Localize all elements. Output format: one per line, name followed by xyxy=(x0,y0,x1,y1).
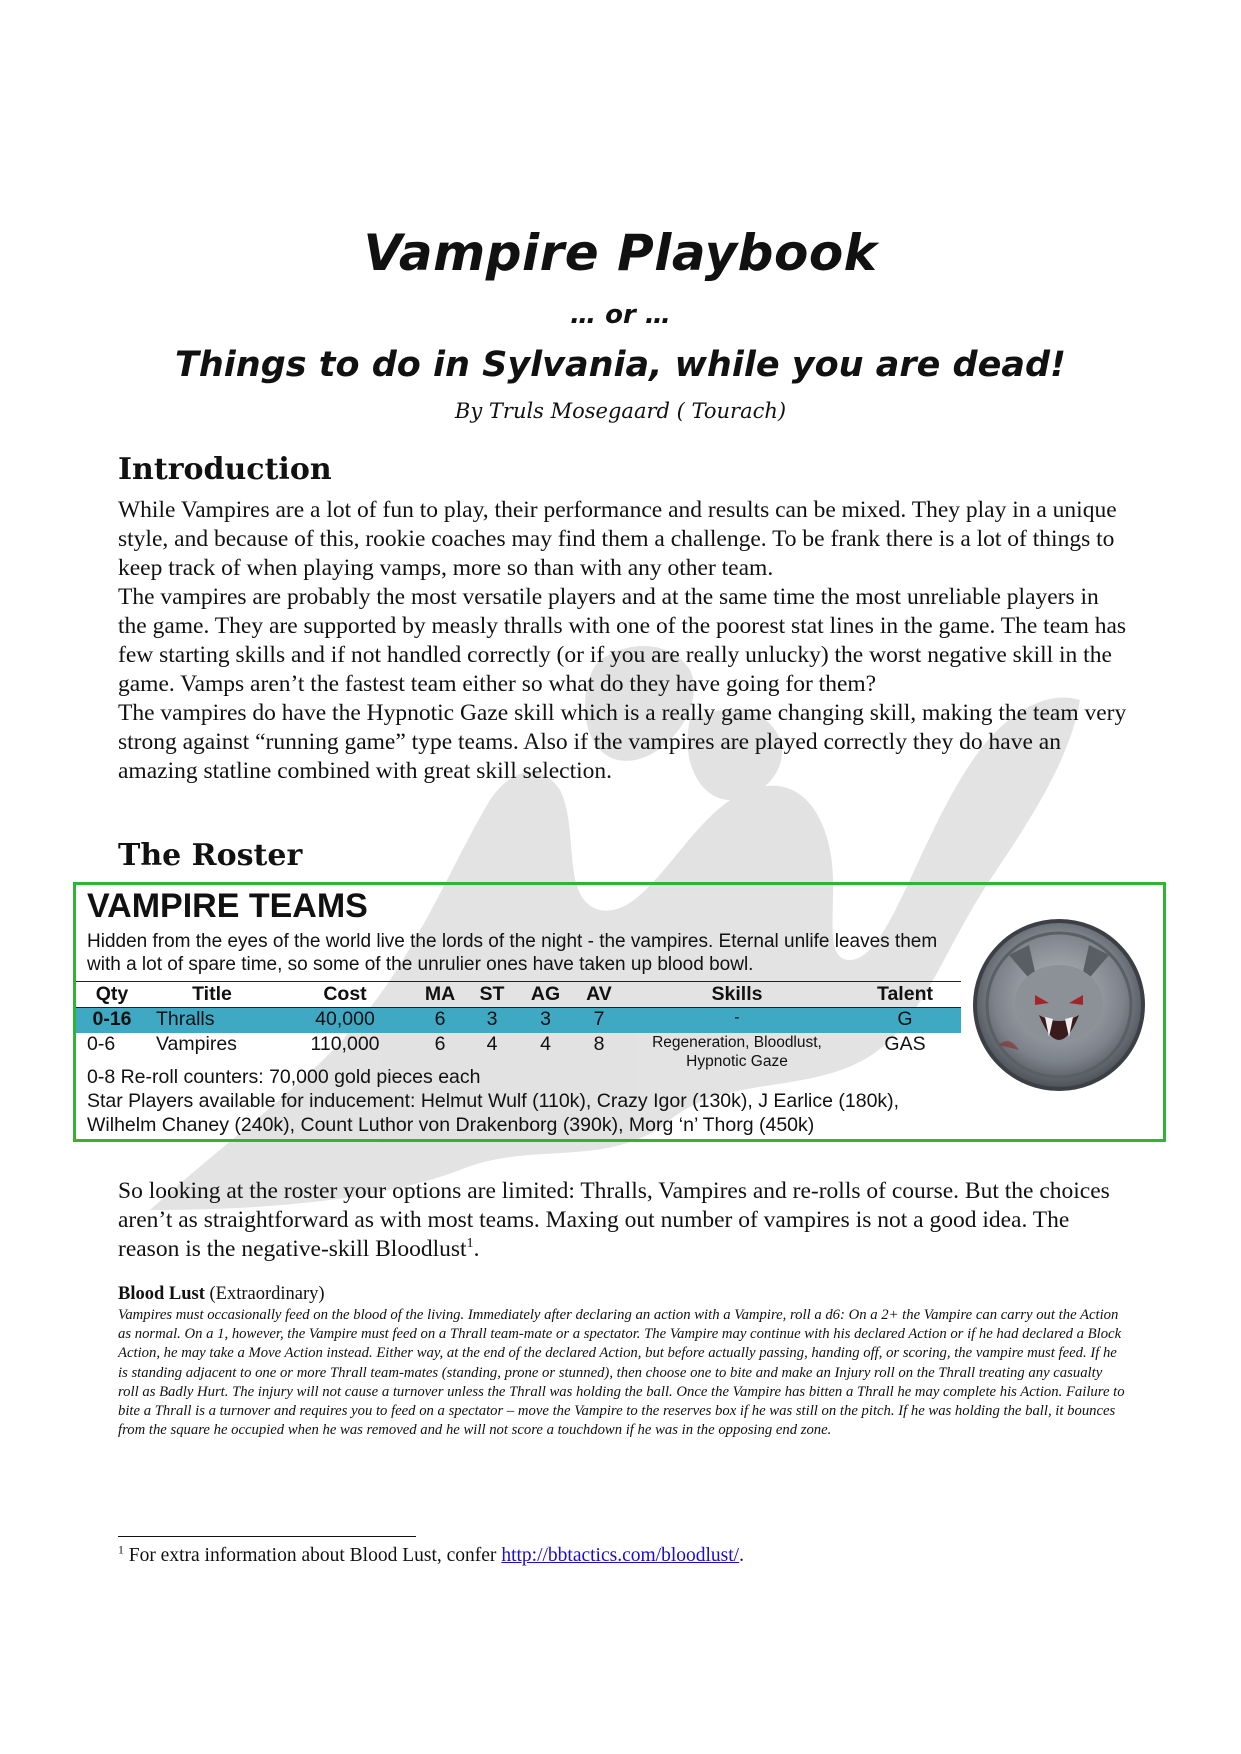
blood-lust-rule xyxy=(118,1283,1126,1440)
column-header-skills: Skills xyxy=(625,982,849,1008)
column-header-cost: Cost xyxy=(276,982,414,1008)
blood-lust-name: Blood Lust xyxy=(118,1284,205,1304)
column-header-av: AV xyxy=(573,982,625,1008)
vampire-team-roster-box xyxy=(73,882,1166,1142)
cell-av: 8 xyxy=(593,1033,605,1055)
footnote-number: 1 xyxy=(118,1543,124,1557)
roster-notes xyxy=(87,1065,967,1137)
intro-paragraph: The vampires are probably the most versatile players and at the same time the most unreliable players in the game. They are supported by measly thralls with one of the poorest stat lines in the game. The team has few starting skills and if not handled correctly (or if you are really unlucky) the worst negative skill in the game. Vamps aren’t the fastest team either so what do they have going for them? xyxy=(118,584,1127,697)
introduction-body xyxy=(118,496,1128,786)
cell-talent: G xyxy=(849,1008,961,1034)
cell-st: 3 xyxy=(466,1008,518,1034)
roster-table xyxy=(76,981,961,1071)
blood-lust-heading xyxy=(118,1283,1126,1305)
author-byline: By Truls Mosegaard ( Tourach) xyxy=(454,399,787,423)
intro-paragraph: The vampires do have the Hypnotic Gaze skill which is a really game changing skill, making the team very strong against “running game” type teams. Also if the vampires are played correctly they do have an amazing statline combined with great skill selection. xyxy=(118,700,1127,784)
column-header-st: ST xyxy=(466,982,518,1008)
introduction-heading: Introduction xyxy=(118,452,332,487)
roster-header-row xyxy=(76,982,961,1008)
column-header-ag: AG xyxy=(518,982,573,1008)
footnote xyxy=(118,1545,744,1567)
blood-lust-category: (Extraordinary) xyxy=(209,1284,325,1304)
cell-av: 7 xyxy=(573,1008,625,1034)
document-title: Vampire Playbook xyxy=(363,224,878,282)
blood-lust-text: Vampires must occasionally feed on the blood of the living. Immediately after declaring an action with a Vampire, roll a d6: On a 2+ the Vampire can carry out the Action as normal. On a 1, however, the Vampire must feed on a Thrall team-mate or a spectator. The Vampire may continue with his declared Action or if he had declared a Block Action, he may take a Move Action instead. Either way, at the end of the declared Action, but before actually passing, handing off, or scoring, the vampire must feed. If he is standing adjacent to one or more Thrall team-mates (standing, prone or stunned), then choose one to bite and make an Injury roll on the Thrall treating any casualty roll as Badly Hurt. The injury will not cause a turnover unless the Thrall was holding the ball. Once the Vampire has bitten a Thrall he may complete his Action. Failure to bite a Thrall is a turnover and requires you to feed on a spectator – move the Vampire to the reserves box if he was still on the pitch. If he was holding the ball, it bounces from the square he occupied when he was removed and he will not score a touchdown if he was in the opposing end zone. xyxy=(118,1307,1125,1439)
intro-paragraph: While Vampires are a lot of fun to play, their performance and results can be mixed. They play in a unique style, and because of this, rookie coaches may find them a challenge. To be frank there is a lot of things to keep track of when playing vamps, more so than with any other team. xyxy=(118,497,1117,581)
table-row-thralls xyxy=(76,1008,961,1034)
cell-title: Thralls xyxy=(148,1008,276,1034)
cell-cost: 40,000 xyxy=(276,1008,414,1034)
cell-ag: 3 xyxy=(518,1008,573,1034)
column-header-qty: Qty xyxy=(76,982,148,1008)
column-header-title: Title xyxy=(148,982,276,1008)
analysis-end: . xyxy=(473,1236,480,1262)
cell-st: 4 xyxy=(486,1033,498,1055)
cell-ma: 6 xyxy=(434,1033,446,1055)
roster-box-title: VAMPIRE TEAMS xyxy=(87,887,368,925)
roster-description: Hidden from the eyes of the world live the lords of the night - the vampires. Eternal unlife leaves them with a lot of spare time, so some of the unrulier ones have taken up blood bowl. xyxy=(87,931,938,975)
roster-heading: The Roster xyxy=(118,838,303,873)
footnote-divider xyxy=(118,1536,416,1537)
vampire-bat-medallion-icon xyxy=(969,915,1149,1095)
cell-skills: Regeneration, Bloodlust, Hypnotic Gaze xyxy=(652,1034,822,1070)
footnote-reference: 1 xyxy=(466,1235,474,1252)
document-subtitle: Things to do in Sylvania, while you are dead! xyxy=(175,345,1066,385)
reroll-info: 0-8 Re-roll counters: 70,000 gold pieces each xyxy=(87,1066,481,1088)
cell-cost: 110,000 xyxy=(310,1033,380,1055)
footnote-end: . xyxy=(739,1545,744,1566)
column-header-ma: MA xyxy=(414,982,466,1008)
roster-analysis-paragraph xyxy=(118,1177,1128,1264)
star-players-info: Star Players available for inducement: Helmut Wulf (110k), Crazy Igor (130k), J Earlice (180k), Wilhelm Chaney (240k), Count Luthor von Drakenborg (390k), Morg ‘n’ Thorg (450k) xyxy=(87,1090,900,1136)
cell-ag: 4 xyxy=(540,1033,551,1055)
footnote-text: For extra information about Blood Lust, confer xyxy=(128,1545,497,1566)
cell-talent: GAS xyxy=(884,1033,926,1055)
column-header-talent: Talent xyxy=(849,982,961,1008)
cell-skills: - xyxy=(625,1008,849,1034)
cell-qty: 0-16 xyxy=(76,1008,148,1034)
footnote-link[interactable]: http://bbtactics.com/bloodlust/ xyxy=(501,1545,740,1566)
cell-title: Vampires xyxy=(156,1033,237,1055)
or-separator: … or … xyxy=(570,300,671,330)
cell-qty: 0-6 xyxy=(87,1033,116,1055)
cell-ma: 6 xyxy=(414,1008,466,1034)
analysis-text: So looking at the roster your options are limited: Thralls, Vampires and re-rolls of course. But the choices aren’t as straightforward as with most teams. Maxing out number of vampires is not a good idea. The reason is the negative-skill Bloodlust xyxy=(118,1178,1110,1262)
